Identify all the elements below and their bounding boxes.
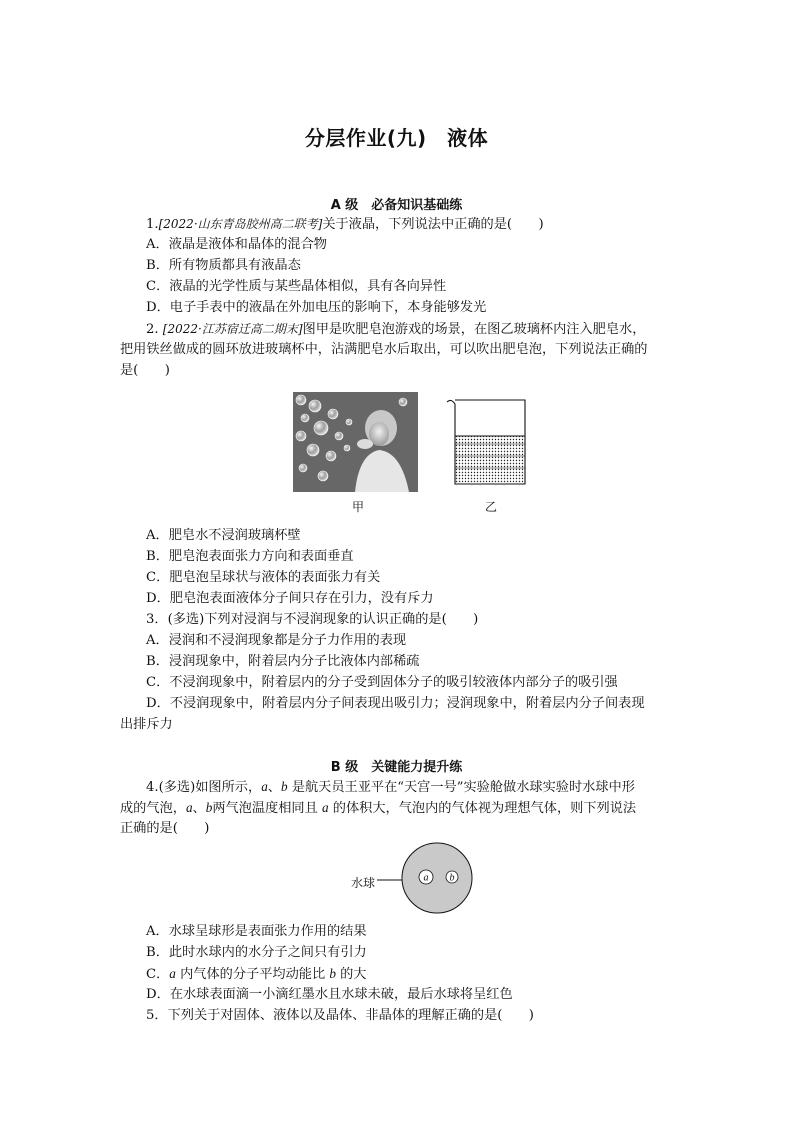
var-a: a bbox=[322, 800, 329, 815]
question-2-stem-line-3: 是( ) bbox=[120, 363, 170, 378]
question-source: [2022·山东青岛胶州高二联考] bbox=[158, 217, 323, 231]
bubble-photo-illustration bbox=[293, 392, 418, 492]
section-a-heading: A 级 必备知识基础练 bbox=[330, 198, 463, 213]
question-4-stem-line-3: 正确的是( ) bbox=[120, 821, 210, 836]
option-d: D．肥皂泡表面液体分子间只存在引力，没有斥力 bbox=[146, 591, 434, 606]
option-b: B．肥皂泡表面张力方向和表面垂直 bbox=[146, 549, 354, 564]
question-text: 是航天员王亚平在“天宫一号”实验舱做水球实验时水球中形 bbox=[287, 780, 635, 795]
water-ball-figure bbox=[377, 840, 477, 920]
option-d-line-2: 出排斥力 bbox=[120, 717, 173, 732]
option-c: C．肥皂泡呈球状与液体的表面张力有关 bbox=[146, 570, 381, 585]
question-2-stem-line-2: 把用铁丝做成的圆环放进玻璃杯中，沾满肥皂水后取出，可以吹出肥皂泡，下列说法正确的 bbox=[120, 342, 648, 357]
option-b: B．此时水球内的水分子之间只有引力 bbox=[146, 945, 367, 960]
water-ball-label: 水球 bbox=[351, 876, 376, 890]
var-a: a bbox=[185, 800, 193, 815]
question-text: 关于液晶，下列说法中正确的是( ) bbox=[322, 217, 544, 232]
option-d-line-1: D．不浸润现象中，附着层内分子间表现出吸引力；浸润现象中，附着层内分子间表现 bbox=[146, 696, 645, 711]
question-text: 的体积大，气泡内的气体视为理想气体，则下列说法 bbox=[328, 801, 637, 816]
figure-jia-label: 甲 bbox=[352, 500, 365, 514]
figure-yi-label: 乙 bbox=[485, 500, 498, 514]
var-a: a bbox=[169, 966, 176, 981]
question-5-stem: 5．下列关于对固体、液体以及晶体、非晶体的理解正确的是( ) bbox=[146, 1008, 534, 1023]
option-d: D．在水球表面滴一小滴红墨水且水球未破，最后水球将呈红色 bbox=[146, 987, 513, 1002]
bubble-b-label: b bbox=[449, 872, 455, 884]
option-c: C．不浸润现象中，附着层内的分子受到固体分子的吸引较液体内部分子的吸引强 bbox=[146, 675, 618, 690]
option-a: A．肥皂水不浸润玻璃杯壁 bbox=[146, 528, 301, 543]
question-1-stem bbox=[146, 214, 544, 235]
separator: 、 bbox=[267, 780, 281, 795]
question-text: 两气泡温度相同且 bbox=[212, 801, 323, 816]
question-source: [2022·江苏宿迁高二期末] bbox=[162, 322, 303, 336]
option-a: A．水球呈球形是表面张力作用的结果 bbox=[146, 924, 367, 939]
question-text: 4.(多选)如图所示， bbox=[146, 780, 262, 795]
bubble-photo-figure bbox=[293, 392, 418, 492]
question-4-stem-line-1 bbox=[146, 777, 635, 798]
option-b: B．所有物质都具有液晶态 bbox=[146, 258, 301, 273]
question-text: 图甲是吹肥皂泡游戏的场景，在图乙玻璃杯内注入肥皂水， bbox=[302, 322, 646, 337]
option-c bbox=[146, 964, 367, 985]
page-title: 分层作业(九) 液体 bbox=[304, 126, 489, 150]
option-label: C． bbox=[146, 967, 170, 982]
option-d: D．电子手表中的液晶在外加电压的影响下，本身能够发光 bbox=[146, 300, 487, 315]
bubble-a-label: a bbox=[423, 872, 429, 884]
option-c: C．液晶的光学性质与某些晶体相似，具有各向异性 bbox=[146, 279, 447, 294]
question-2-stem-line-1 bbox=[146, 319, 645, 340]
section-b-heading: B 级 关键能力提升练 bbox=[330, 760, 463, 775]
var-b: b bbox=[205, 800, 213, 815]
option-a: A．浸润和不浸润现象都是分子力作用的表现 bbox=[146, 633, 407, 648]
question-text: 成的气泡， bbox=[120, 801, 186, 816]
var-b: b bbox=[329, 966, 336, 981]
beaker-figure bbox=[443, 396, 533, 492]
question-3-stem: 3．(多选)下列对浸润与不浸润现象的认识正确的是( ) bbox=[146, 612, 479, 627]
option-a: A．液晶是液体和晶体的混合物 bbox=[146, 237, 327, 252]
var-b: b bbox=[280, 779, 288, 794]
question-number: 2. bbox=[146, 322, 159, 337]
option-text: 内气体的分子平均动能比 bbox=[175, 967, 330, 982]
option-text: 的大 bbox=[335, 967, 367, 982]
question-4-stem-line-2 bbox=[120, 798, 636, 819]
question-number: 1. bbox=[146, 217, 159, 232]
var-a: a bbox=[261, 779, 268, 794]
option-b: B．浸润现象中，附着层内分子比液体内部稀疏 bbox=[146, 654, 420, 669]
separator: 、 bbox=[192, 801, 206, 816]
